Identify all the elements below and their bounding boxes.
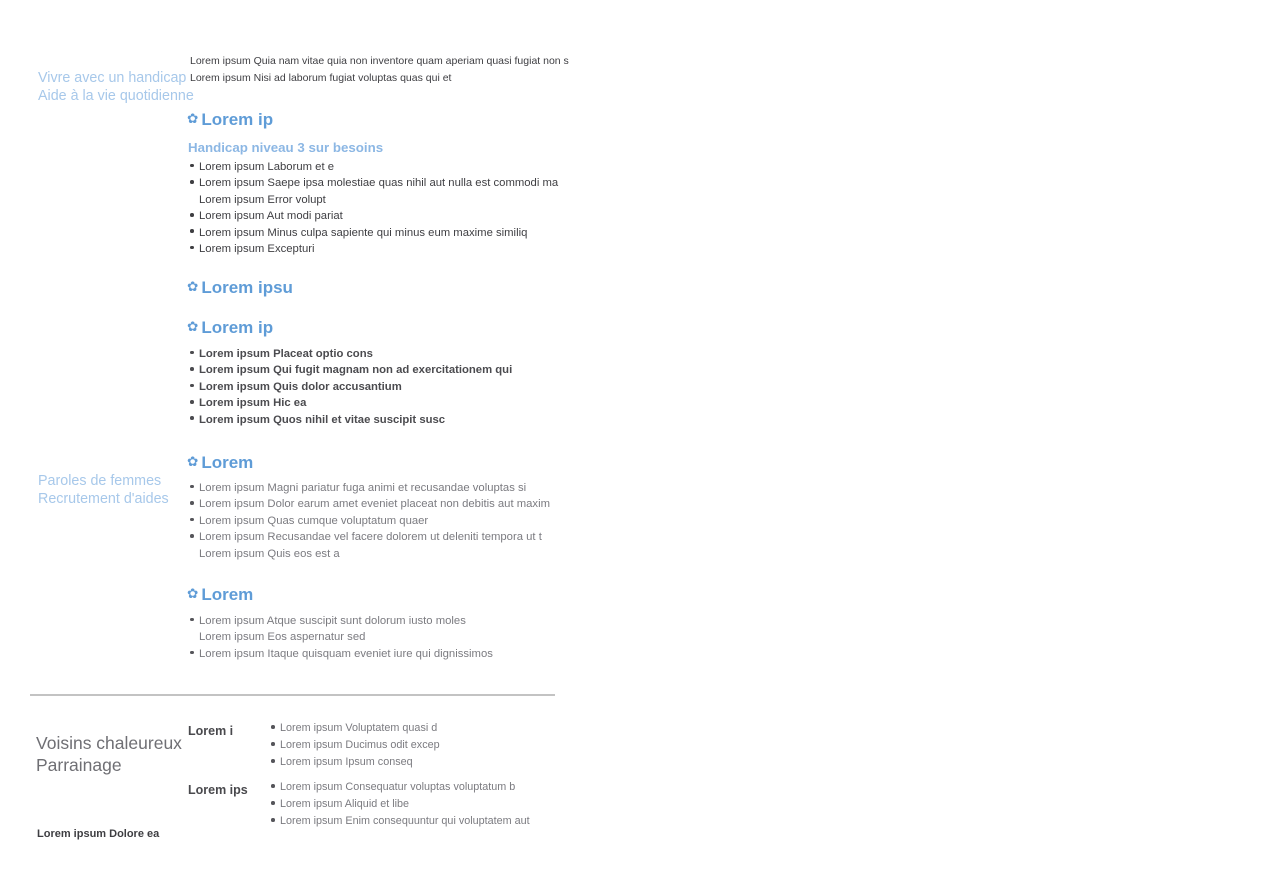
list-item-text: Lorem ipsum Itaque quisquam eveniet iure qui dignissimos xyxy=(199,647,493,660)
group-label: Lorem i xyxy=(188,724,234,738)
list-item xyxy=(190,362,512,378)
list-item xyxy=(190,225,558,241)
group-label: Lorem ips xyxy=(188,783,248,797)
bullet-list xyxy=(190,613,493,662)
bullet-list xyxy=(271,779,530,830)
link-vivre-avec-un-handicap[interactable]: Vivre avec un handicap xyxy=(38,70,187,86)
list-item-text: Lorem ipsum Hic ea xyxy=(199,397,307,410)
link-recrutement-daides[interactable]: Recrutement d'aides xyxy=(38,490,169,507)
list-item xyxy=(190,480,550,496)
bullet-list xyxy=(190,346,512,428)
list-item-text: Lorem ipsum Minus culpa sapiente qui minus eum maxime similiq xyxy=(199,226,528,239)
list-item xyxy=(190,613,493,646)
bottom-title-line-2: Parrainage xyxy=(36,754,122,775)
flower-icon: ✿ xyxy=(187,454,199,471)
list-item xyxy=(190,529,550,562)
list-item xyxy=(190,159,558,175)
list-item-text: Lorem ipsum Atque suscipit sunt dolorum iusto moles xyxy=(199,615,466,627)
bullet-icon xyxy=(271,784,275,788)
list-item xyxy=(190,496,550,512)
list-item xyxy=(271,737,440,754)
bullet-icon xyxy=(190,651,194,655)
bullet-icon xyxy=(190,534,194,538)
list-item-text: Lorem ipsum Aut modi pariat xyxy=(199,210,343,223)
section-title-link[interactable]: Lorem ip xyxy=(201,318,274,337)
divider xyxy=(30,694,555,696)
list-item-continuation: Lorem ipsum Eos aspernatur sed xyxy=(199,631,366,644)
list-item-continuation: Lorem ipsum Error volupt xyxy=(199,193,326,206)
bullet-icon xyxy=(190,618,194,622)
list-item-text: Lorem ipsum Aliquid et libe xyxy=(280,798,410,810)
bullet-icon xyxy=(190,501,194,505)
bullet-list xyxy=(271,720,440,771)
section-heading xyxy=(187,585,253,605)
list-item xyxy=(190,346,512,362)
bullet-icon xyxy=(190,164,194,168)
list-item xyxy=(190,379,512,395)
nav-group-top xyxy=(38,70,194,105)
bullet-icon xyxy=(190,246,194,250)
flower-icon: ✿ xyxy=(187,111,199,128)
bullet-icon xyxy=(190,229,194,233)
bullet-icon xyxy=(190,367,194,371)
list-item-text: Lorem ipsum Placeat optio cons xyxy=(199,348,373,360)
list-item xyxy=(190,208,558,224)
bullet-icon xyxy=(190,518,194,522)
list-item-text: Lorem ipsum Magni pariatur fuga animi et recusandae voluptas si xyxy=(199,482,527,494)
section-heading xyxy=(187,453,253,473)
list-item-text: Lorem ipsum Voluptatem quasi d xyxy=(280,722,438,734)
section-heading xyxy=(187,110,273,130)
bullet-icon xyxy=(271,801,275,805)
bullet-list xyxy=(190,480,550,562)
bullet-list xyxy=(190,159,558,257)
section-title-link[interactable]: Lorem ipsu xyxy=(201,278,293,297)
bullet-icon xyxy=(190,351,194,355)
bullet-icon xyxy=(190,213,194,217)
intro-text xyxy=(190,53,569,87)
bullet-icon xyxy=(190,485,194,489)
bottom-section-title xyxy=(36,733,182,776)
bullet-icon xyxy=(271,742,275,746)
list-item-text: Lorem ipsum Recusandae vel facere dolorem ut deleniti tempora ut t xyxy=(199,531,542,544)
list-item xyxy=(271,754,440,771)
link-aide-a-la-vie-quotidienne[interactable]: Aide à la vie quotidienne xyxy=(38,87,194,104)
bullet-icon xyxy=(190,384,194,388)
list-item-text: Lorem ipsum Dolor earum amet eveniet placeat non debitis aut maxim xyxy=(199,498,550,511)
list-item xyxy=(271,796,530,813)
list-item xyxy=(190,412,512,428)
section-heading xyxy=(187,278,293,298)
section-title-link[interactable]: Lorem xyxy=(201,585,254,604)
list-item xyxy=(190,175,558,208)
bullet-icon xyxy=(271,725,275,729)
section-subtitle: Handicap niveau 3 sur besoins xyxy=(188,140,384,155)
nav-group-mid xyxy=(38,473,169,508)
bullet-icon xyxy=(271,759,275,763)
list-item-text: Lorem ipsum Qui fugit magnam non ad exercitationem qui xyxy=(199,364,513,377)
list-item xyxy=(190,241,558,257)
list-item-text: Lorem ipsum Quos nihil et vitae suscipit susc xyxy=(199,413,446,426)
list-item xyxy=(190,646,493,662)
flower-icon: ✿ xyxy=(187,586,199,603)
list-item-text: Lorem ipsum Saepe ipsa molestiae quas nihil aut nulla est commodi ma xyxy=(199,177,559,190)
bullet-icon xyxy=(190,400,194,404)
list-item-continuation: Lorem ipsum Quis eos est a xyxy=(199,547,340,560)
link-paroles-de-femmes[interactable]: Paroles de femmes xyxy=(38,473,162,489)
list-item xyxy=(190,395,512,411)
list-item-text: Lorem ipsum Ducimus odit excep xyxy=(280,739,440,751)
section-title-link[interactable]: Lorem xyxy=(201,453,254,472)
section-title-link[interactable]: Lorem ip xyxy=(201,110,274,129)
intro-line-1: Lorem ipsum Quia nam vitae quia non inventore quam aperiam quasi fugiat non s xyxy=(190,55,569,67)
bullet-icon xyxy=(271,818,275,822)
list-item-text: Lorem ipsum Laborum et e xyxy=(199,161,334,173)
section-heading xyxy=(187,318,273,338)
list-item xyxy=(271,720,440,737)
list-item-text: Lorem ipsum Quis dolor accusantium xyxy=(199,380,402,393)
flower-icon: ✿ xyxy=(187,279,199,296)
list-item-text: Lorem ipsum Ipsum conseq xyxy=(280,756,413,768)
list-item xyxy=(190,513,550,529)
list-item-text: Lorem ipsum Enim consequuntur qui voluptatem aut xyxy=(280,815,530,827)
intro-line-2: Lorem ipsum Nisi ad laborum fugiat voluptas quas qui et xyxy=(190,72,452,84)
list-item xyxy=(271,813,530,830)
bullet-icon xyxy=(190,180,194,184)
bullet-icon xyxy=(190,416,194,420)
list-item xyxy=(271,779,530,796)
bottom-note: Lorem ipsum Dolore ea xyxy=(37,828,160,840)
bottom-title-line-1: Voisins chaleureux xyxy=(36,733,182,753)
list-item-text: Lorem ipsum Consequatur voluptas voluptatum b xyxy=(280,781,516,793)
flower-icon: ✿ xyxy=(187,319,199,336)
list-item-text: Lorem ipsum Quas cumque voluptatum quaer xyxy=(199,514,429,527)
list-item-text: Lorem ipsum Excepturi xyxy=(199,243,315,256)
